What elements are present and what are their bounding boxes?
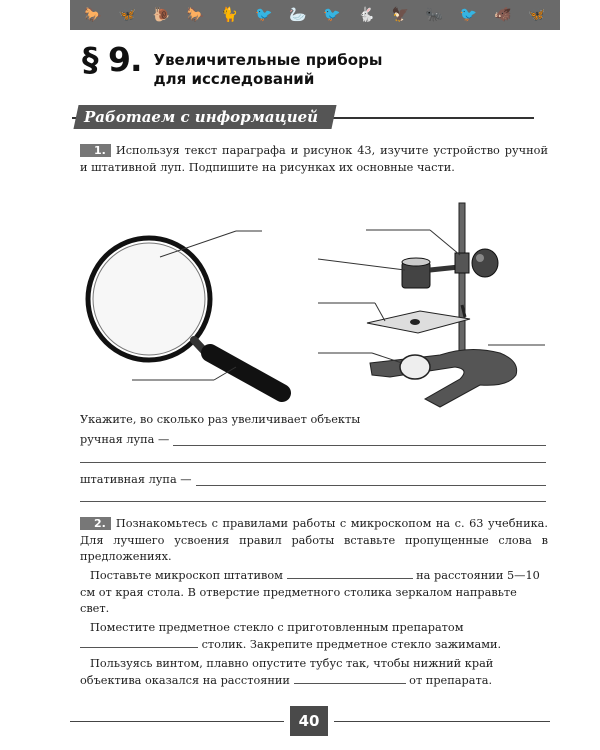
- rule-1-blank[interactable]: [287, 568, 413, 579]
- stand-base: [370, 349, 517, 407]
- rule-2-start: Поместите предметное стекло с приготовленным препаратом: [90, 621, 464, 634]
- magnification-question: Укажите, во сколько раз увеличивает объекты: [80, 413, 361, 426]
- section-heading: [82, 40, 382, 89]
- rule-2-blank[interactable]: [80, 637, 198, 648]
- label-line-lens-holder: [318, 259, 405, 270]
- section-number: § 9.: [82, 40, 142, 79]
- task-2-text: [80, 516, 548, 566]
- hand-loupe-label: ручная лупа —: [80, 433, 170, 446]
- rule-1-end: на расстоянии 5—10 см от края стола. В отверстие предметного столика зеркалом направьте свет.: [80, 569, 540, 615]
- section-title-line1: Увеличительные приборы: [153, 51, 383, 69]
- stand-rod: [459, 203, 465, 365]
- answer-line-extra-2[interactable]: [80, 501, 546, 502]
- header-animal-bar: [70, 0, 560, 30]
- stand-mirror: [400, 355, 430, 379]
- animal-silhouette-icon: 🐦: [323, 7, 341, 23]
- rule-3-blank[interactable]: [294, 673, 406, 684]
- animal-silhouette-icon: 🦅: [391, 7, 410, 23]
- hand-loupe-lens: [93, 243, 205, 355]
- hand-loupe-answer-row: [80, 433, 546, 446]
- animal-silhouette-icon: 🐎: [186, 7, 205, 23]
- page-number: 40: [290, 706, 328, 736]
- animal-silhouette-icon: 🐦: [459, 7, 478, 23]
- task-1-text: [80, 143, 548, 176]
- rule-3: [80, 656, 548, 689]
- rule-2-end: столик. Закрепите предметное стекло зажимами.: [201, 637, 502, 651]
- animal-silhouette-icon: 🦋: [118, 7, 136, 23]
- loupe-illustration: [0, 195, 600, 445]
- animal-silhouette-icon: 🐌: [152, 7, 171, 23]
- stand-loupe-answer-row: [80, 473, 546, 486]
- animal-silhouette-icon: 🐇: [357, 7, 375, 23]
- task-1-number: 1.: [80, 144, 111, 157]
- animal-silhouette-icon: 🐜: [425, 7, 444, 23]
- animal-silhouette-icon: 🐎: [84, 7, 102, 23]
- animal-silhouette-icon: 🦢: [289, 7, 307, 23]
- rule-1-start: Поставьте микроскоп штативом: [90, 569, 283, 582]
- stand-magnifier: [318, 203, 545, 407]
- animal-silhouette-icon: 🐈: [220, 7, 239, 23]
- stand-focus-knob: [472, 249, 498, 277]
- stand-loupe-answer-field[interactable]: [196, 474, 546, 486]
- task-2-instruction: Познакомьтесь с правилами работы с микроскопом на с. 63 учебника. Для лучшего усвоения правил работы вставьте пропущенные слова в предложениях.: [80, 517, 548, 563]
- animal-silhouette-icon: 🦋: [528, 7, 546, 23]
- task-1-instruction: Используя текст параграфа и рисунок 43, изучите устройство ручной и штативной луп. Подпишите на рисунках их основные части.: [80, 144, 548, 174]
- hand-loupe-answer-field[interactable]: [173, 434, 546, 446]
- animal-silhouette-icon: 🐦: [255, 7, 273, 23]
- rule-3-start: Пользуясь винтом, плавно опустите тубус так, чтобы нижний край объектива оказался на расстоянии: [80, 657, 494, 687]
- rule-2: [80, 620, 548, 653]
- animal-silhouette-icon: 🐗: [494, 7, 512, 23]
- rule-3-end: от препарата.: [409, 673, 493, 687]
- answer-line-extra-1[interactable]: [80, 462, 546, 463]
- banner-title: Работаем с информацией: [84, 108, 319, 126]
- stand-loupe-label: штативная лупа —: [80, 473, 192, 486]
- section-title: [154, 51, 383, 89]
- hand-loupe-handle: [210, 353, 282, 393]
- hand-magnifier: [88, 231, 282, 393]
- task-2-number: 2.: [80, 517, 111, 530]
- footer-rule-left: [70, 721, 284, 722]
- section-title-line2: для исследований: [153, 70, 315, 88]
- rule-1: [80, 568, 548, 618]
- footer-rule-right: [334, 721, 550, 722]
